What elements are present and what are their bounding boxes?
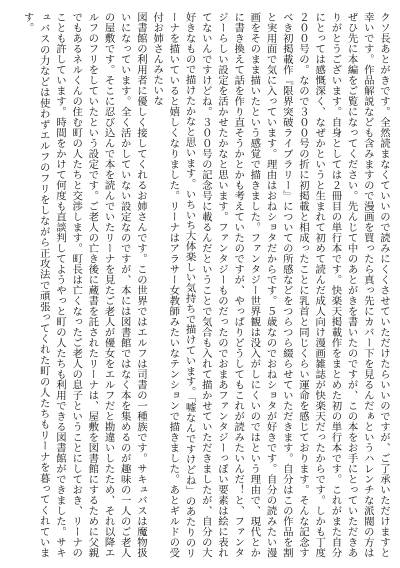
afterword-text (8, 12, 392, 558)
paragraph: 図書館の利用者に優しく接してくれるお姉さんです。この世界ではエルフは司書の一種族です。サキュバスは魔物扱いになっています。全く活かしていない設定なのですが、本には図書館ではなく本を集めるのが趣味の一人のご老人の屋敷です。そこに忍び込んで本を読んでいたリーナを見たご老人が優女をエルフだと勘違いしたため、それ以降エルフのフリをしていたという設定です。ご老人の亡き後に蔵書を託されたリーナは、屋敷を図書館にするために父親でもあるネルくんの住む町の人たちと交渉します。町長は亡くなったご老人の息子ということにしておき、リーナのことも許しています。時間をかけて何度も直談判してようやっと町の人たちも利用できる図書館ができました。サキュバスの力などは使わずエルフのフリをしながら正攻法で頑張ってくれた町の人たちもリーナを暮ってくれています。 (21, 12, 147, 558)
paragraph: クソ長あとがきです。全然読まなくていいので読みにくくさせていただけたらいいのですが、ご了承いただけますと幸いです。作品解説なども含みますので漫画を買ったら真っ先にカバー下を見るんだぁというハレンチな派閥の方はぜひ先に本編をご覧になってください。先んじて中のあとがきを書いたのですが、この本をお手にとっていただきありがとうございます。自身としては２冊目の単行本です。快楽天掲載作をまとめた初の単行本です。これがまた自分にとっては感慨深く、なぜかというと生まれて初めて読んだ成人向け漫画雑誌が快楽天だったからです。しかも丁度２００号の。なので３００号の折に初掲載と相成ったことに乳首と同じくらい運命を感じております。そんな記念すべき初掲載作『限界突破ライブラリー』についての所感などをつらつら綴らせていただきます。自分はこの作品を割と実用面で気に入っています。理由はおねショタだからです。５歳なのでおねショタが好きです。自分の読みたい漫画をそのまま描いたという感覚で描きました。ファンタジー世界観は没入がしにくいのではという理由で、現代とかに書き換えて話を作り直そうかとかも考えていたのですが、やっぱりどうしてもこれが読みたいんだ！と、ファンタジーらしい設定を活かせたかなと思います。ファンタジーものだったのでおまあファンタジーっぽい要素は絵に表れてないんですけどね。３００号の記念号に載るんだということで気合も入れて描かせていただきましたが、自分の大好きなもので描けたかなと思います。いちいち大体楽しい気持ちで描けています。「嘘なんですけどね」のあたりのリーナを描いていると嬉しくなりました。リーナはアラサー女教師みたいなテンションで描きました。あとギルドの受付お姉さんみたいな (151, 12, 390, 558)
